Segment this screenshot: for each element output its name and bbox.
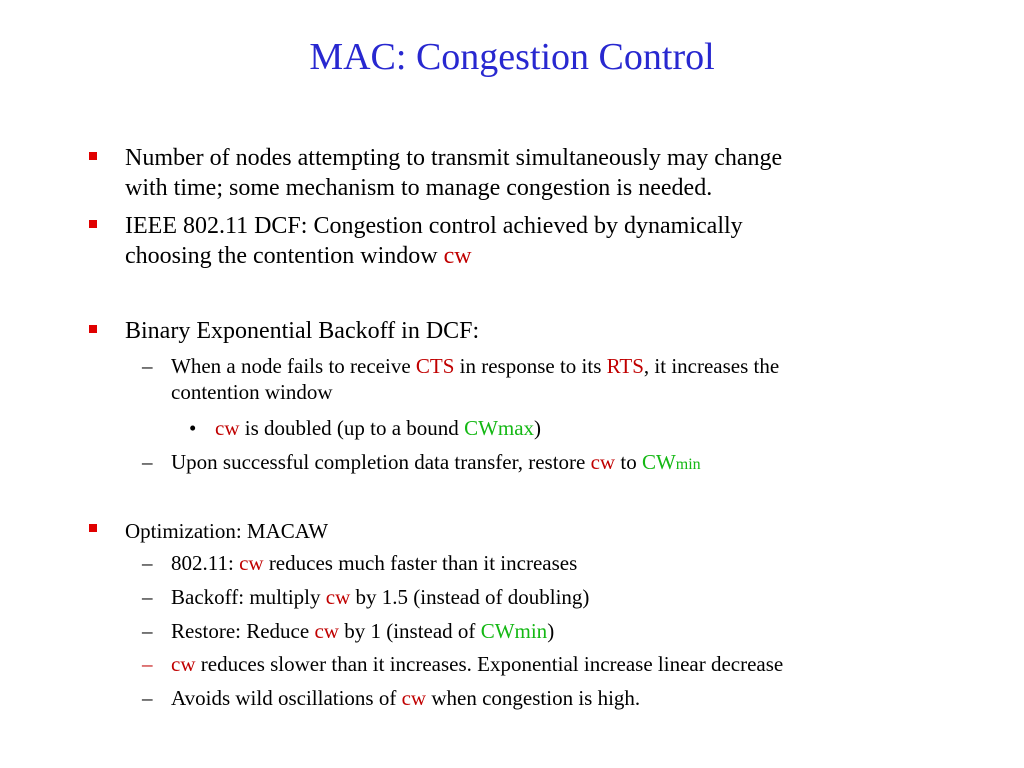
bullet-4-item-3 (0, 618, 554, 644)
item-1-text-b: reduces much faster than it increases (263, 551, 578, 575)
bullet-4-item-1 (0, 550, 577, 576)
dash-bullet: – (142, 354, 153, 378)
dot-bullet: • (189, 416, 197, 440)
cwmin-term: CWmin (480, 619, 548, 643)
rts-term: RTS (606, 354, 644, 378)
bullet-4-item-4 (0, 651, 783, 677)
sub-1-text-b: in response to its (454, 354, 607, 378)
item-4-text-b: reduces slower than it increases. Exponential increase linear decrease (195, 652, 784, 676)
bullet-4-item-5 (0, 685, 640, 711)
item-2-text-a: Backoff: multiply (171, 585, 326, 609)
bullet-1-line-2 (0, 173, 712, 203)
cw-term: cw (239, 551, 264, 575)
cwmax-term: CWmax (464, 416, 535, 440)
bullet-2-text: IEEE 802.11 DCF: Congestion control achieved by dynamically (125, 213, 743, 239)
bullet-1-line-1 (0, 143, 782, 173)
bullet-2-text-cont: choosing the contention window (125, 243, 444, 269)
sub-2-text-a: Upon successful completion data transfer, restore (171, 450, 591, 474)
item-2-text-b: by 1.5 (instead of doubling) (350, 585, 590, 609)
cw-term: cw (401, 686, 427, 710)
item-3-text-a: Restore: Reduce (171, 619, 315, 643)
bullet-3-subsub-1 (0, 415, 541, 441)
dash-bullet: – (142, 619, 153, 643)
cw-term: cw (443, 243, 472, 269)
cwmin-term (642, 450, 701, 474)
bullet-2-line-2 (0, 241, 472, 271)
dash-bullet: – (142, 686, 153, 710)
slide-title: MAC: Congestion Control (309, 36, 715, 78)
cw-term: cw (171, 652, 196, 676)
sub-1-text-c: , it increases the (643, 354, 780, 378)
bullet-3-sub-1-line-2 (0, 379, 333, 405)
cw-term: cw (590, 450, 616, 474)
square-bullet-icon (89, 524, 97, 532)
square-bullet-icon (89, 325, 97, 333)
bullet-4-text: Optimization: MACAW (125, 519, 329, 543)
bullet-4-line (0, 516, 328, 546)
sub-1-text-a: When a node fails to receive (171, 354, 416, 378)
sub-1-text-cont: contention window (171, 380, 333, 404)
bullet-3-sub-2 (0, 449, 701, 478)
bullet-1-text-cont: with time; some mechanism to manage congestion is needed. (125, 175, 713, 201)
dash-bullet: – (142, 551, 153, 575)
cwmin-term-base: CW (641, 450, 676, 474)
bullet-1-text: Number of nodes attempting to transmit simultaneously may change (125, 145, 783, 171)
dash-bullet: – (142, 652, 153, 676)
bullet-3-text: Binary Exponential Backoff in DCF: (125, 318, 480, 344)
cts-term: CTS (415, 354, 455, 378)
bullet-4-item-2 (0, 584, 589, 610)
cwmin-term-suffix: min (675, 456, 701, 473)
item-3-text-b: by 1 (instead of (338, 619, 481, 643)
cw-term: cw (215, 416, 240, 440)
cw-term: cw (314, 619, 339, 643)
subsub-1-text-a: is doubled (up to a bound (239, 416, 465, 440)
item-5-text-a: Avoids wild oscillations of (171, 686, 402, 710)
dash-bullet: – (142, 585, 153, 609)
item-3-text-c: ) (547, 619, 555, 643)
subsub-1-text-b: ) (534, 416, 542, 440)
square-bullet-icon (89, 220, 97, 228)
item-5-text-b: when congestion is high. (426, 686, 641, 710)
square-bullet-icon (89, 152, 97, 160)
bullet-3-sub-1-line-1 (0, 353, 779, 379)
dash-bullet: – (142, 450, 153, 474)
bullet-2-line-1 (0, 211, 743, 241)
bullet-3-line (0, 316, 479, 346)
sub-2-text-b: to (615, 450, 642, 474)
cw-term: cw (325, 585, 351, 609)
item-1-text-a: 802.11: (171, 551, 240, 575)
